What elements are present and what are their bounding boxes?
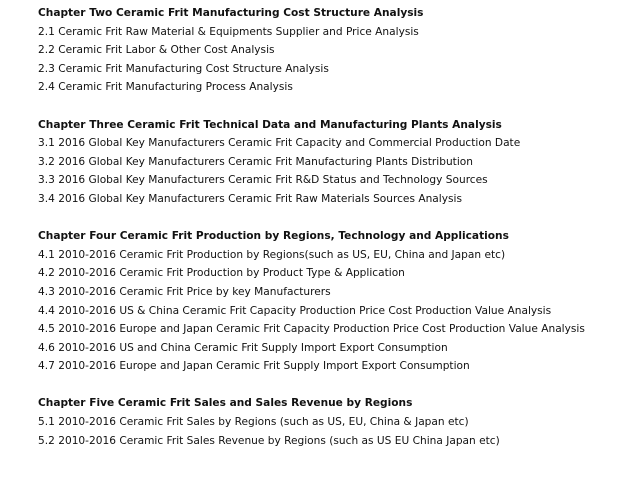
section-spacer bbox=[38, 209, 600, 228]
toc-item-4-4: 4.4 2010-2016 US & China Ceramic Frit Capacity Production Price Cost Production Value Analysis bbox=[38, 304, 552, 317]
section-spacer bbox=[38, 376, 600, 395]
chapter-three-heading: Chapter Three Ceramic Frit Technical Data and Manufacturing Plants Analysis bbox=[38, 118, 502, 131]
chapter-five-heading: Chapter Five Ceramic Frit Sales and Sales Revenue by Regions bbox=[38, 397, 413, 410]
toc-item-4-6: 4.6 2010-2016 US and China Ceramic Frit Supply Import Export Consumption bbox=[38, 341, 448, 354]
toc-item-4-5: 4.5 2010-2016 Europe and Japan Ceramic Frit Capacity Production Price Cost Production Value Analysis bbox=[38, 323, 585, 336]
chapter-two-heading: Chapter Two Ceramic Frit Manufacturing Cost Structure Analysis bbox=[38, 7, 424, 19]
toc-item-4-2: 4.2 2010-2016 Ceramic Frit Production by Product Type & Application bbox=[38, 267, 405, 280]
toc-item-2-4: 2.4 Ceramic Frit Manufacturing Process Analysis bbox=[38, 81, 293, 94]
toc-item-2-3: 2.3 Ceramic Frit Manufacturing Cost Structure Analysis bbox=[38, 62, 329, 75]
toc-item-3-1: 3.1 2016 Global Key Manufacturers Ceramic Frit Capacity and Commercial Production Date bbox=[38, 137, 521, 150]
section-spacer bbox=[38, 97, 600, 116]
chapter-four-heading: Chapter Four Ceramic Frit Production by Regions, Technology and Applications bbox=[38, 230, 509, 243]
toc-item-4-3: 4.3 2010-2016 Ceramic Frit Price by key Manufacturers bbox=[38, 285, 331, 298]
toc-item-4-7: 4.7 2010-2016 Europe and Japan Ceramic Frit Supply Import Export Consumption bbox=[38, 360, 470, 373]
table-of-contents bbox=[38, 4, 600, 450]
toc-item-4-1: 4.1 2010-2016 Ceramic Frit Production by Regions(such as US, EU, China and Japan etc) bbox=[38, 248, 506, 261]
toc-item-3-3: 3.3 2016 Global Key Manufacturers Ceramic Frit R&D Status and Technology Sources bbox=[38, 174, 488, 187]
toc-item-5-2: 5.2 2010-2016 Ceramic Frit Sales Revenue by Regions (such as US EU China Japan etc) bbox=[38, 434, 500, 447]
toc-item-3-4: 3.4 2016 Global Key Manufacturers Ceramic Frit Raw Materials Sources Analysis bbox=[38, 192, 462, 205]
toc-item-5-1: 5.1 2010-2016 Ceramic Frit Sales by Regions (such as US, EU, China & Japan etc) bbox=[38, 416, 469, 429]
toc-item-3-2: 3.2 2016 Global Key Manufacturers Ceramic Frit Manufacturing Plants Distribution bbox=[38, 155, 473, 168]
toc-item-2-2: 2.2 Ceramic Frit Labor & Other Cost Analysis bbox=[38, 44, 275, 57]
toc-item-2-1: 2.1 Ceramic Frit Raw Material & Equipments Supplier and Price Analysis bbox=[38, 25, 419, 38]
